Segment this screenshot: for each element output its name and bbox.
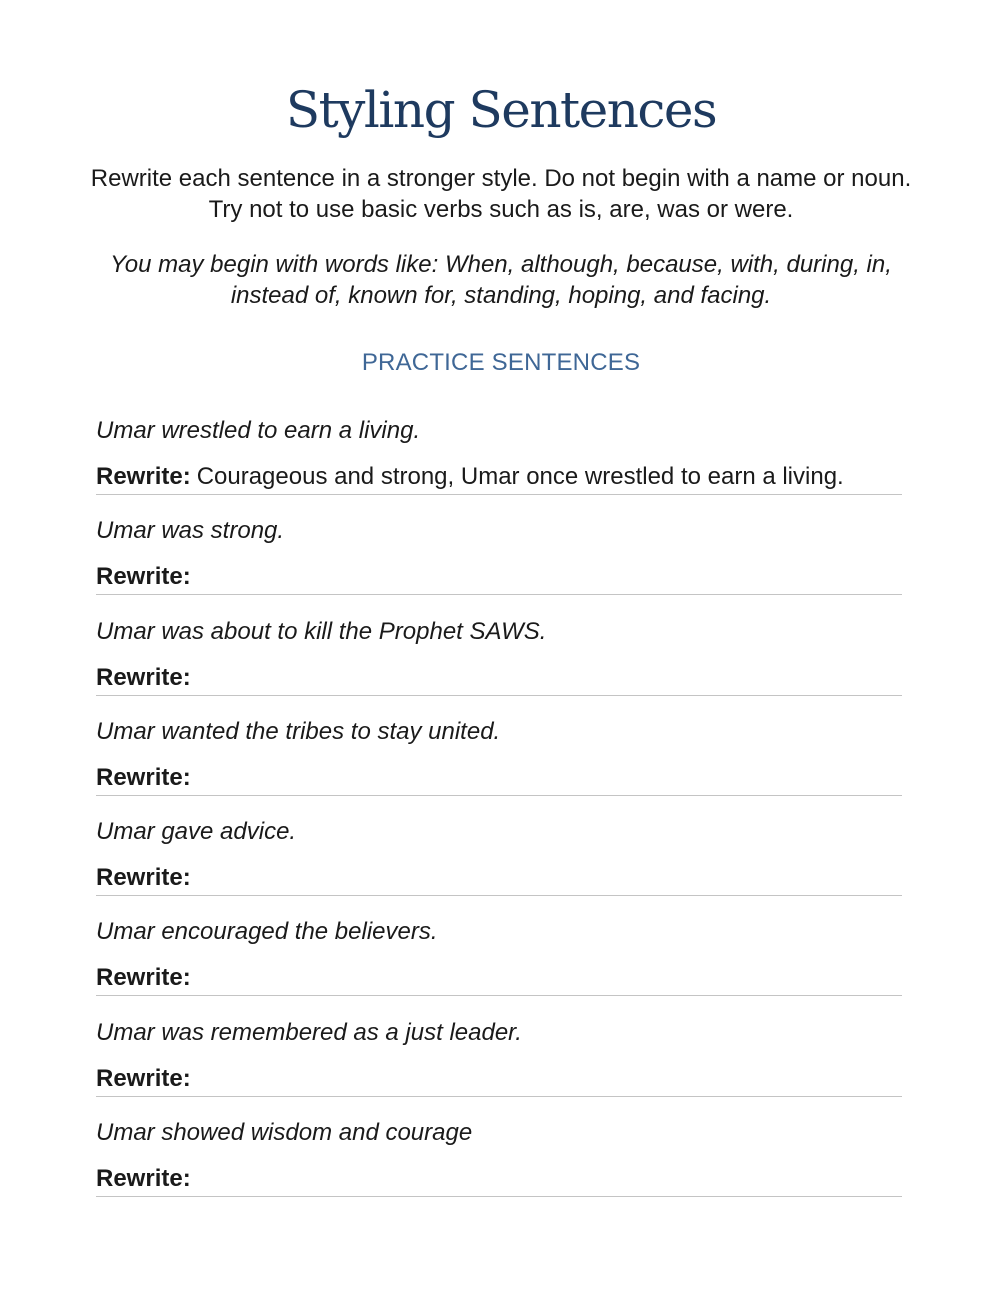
practice-item (96, 706, 902, 806)
practice-sentence: Umar gave advice. (96, 818, 297, 846)
practice-sentence: Umar wrestled to earn a living. (96, 417, 421, 444)
rewrite-label: Rewrite: (96, 463, 191, 490)
example-starters-text: You may begin with words like: When, although, because, with, during, in, instead of, known for, standing, hoping, and facing. (110, 251, 892, 309)
practice-sentence: Umar was strong. (96, 517, 285, 545)
answer-line (96, 594, 902, 595)
rewrite-row[interactable] (96, 863, 197, 893)
practice-item (96, 405, 902, 505)
rewrite-row[interactable] (96, 663, 197, 693)
rewrite-label: Rewrite: (96, 964, 191, 992)
rewrite-row[interactable] (96, 763, 197, 793)
rewrite-label: Rewrite: (96, 563, 191, 591)
rewrite-row[interactable] (96, 1064, 197, 1094)
rewrite-row[interactable] (96, 562, 197, 592)
rewrite-label: Rewrite: (96, 1064, 191, 1092)
rewrite-label: Rewrite: (96, 763, 191, 791)
answer-line (96, 695, 902, 696)
practice-item (96, 906, 902, 1006)
practice-sentence: Umar encouraged the believers. (96, 918, 438, 946)
practice-list (96, 405, 902, 1207)
answer-line (96, 995, 902, 996)
section-heading: PRACTICE SENTENCES (361, 349, 641, 376)
answer-line (96, 1196, 902, 1197)
answer-line (96, 895, 902, 896)
rewrite-answer[interactable]: Courageous and strong, Umar once wrestled to earn a living. (196, 463, 844, 490)
practice-sentence: Umar was about to kill the Prophet SAWS. (96, 617, 547, 645)
answer-line (96, 795, 902, 796)
practice-sentence: Umar showed wisdom and courage (96, 1119, 473, 1147)
rewrite-label: Rewrite: (96, 864, 191, 892)
rewrite-label: Rewrite: (96, 663, 191, 691)
practice-item (96, 1007, 902, 1107)
answer-line (96, 1096, 902, 1097)
instructions-text: Rewrite each sentence in a stronger style. Do not begin with a name or noun. Try not to use basic verbs such as is, are, was or were. (90, 165, 912, 223)
rewrite-row[interactable] (96, 462, 844, 492)
answer-line (96, 494, 902, 495)
rewrite-label: Rewrite: (96, 1165, 191, 1193)
practice-sentence: Umar wanted the tribes to stay united. (96, 717, 501, 745)
practice-item (96, 606, 902, 706)
rewrite-row[interactable] (96, 963, 197, 993)
rewrite-row[interactable] (96, 1164, 197, 1194)
practice-item (96, 806, 902, 906)
practice-sentence: Umar was remembered as a just leader. (96, 1018, 522, 1046)
practice-item (96, 1107, 902, 1207)
page-title: Styling Sentences (285, 81, 717, 139)
practice-item (96, 505, 902, 605)
